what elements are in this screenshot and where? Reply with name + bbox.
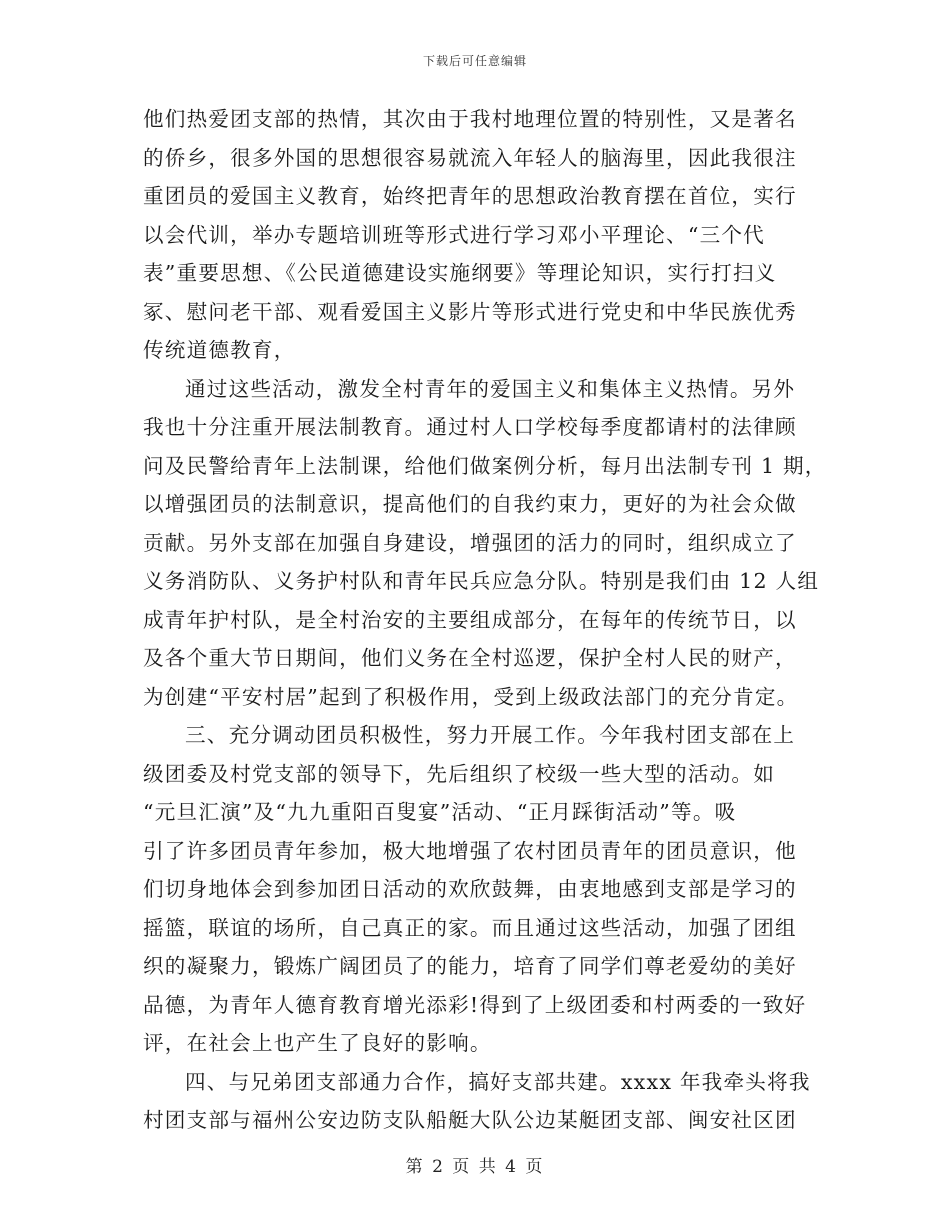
paragraph-start-line: 四、与兄弟团支部通力合作，搞好支部共建。xxxx 年我牵头将我 (185, 1069, 811, 1094)
text-line: 们切身地体会到参加团日活动的欢欣鼓舞，由衷地感到支部是学习的 (143, 877, 797, 901)
text-line: 及各个重大节日期间，他们义务在全村巡逻，保护全村人民的财产， (143, 646, 797, 670)
text-line: “元旦汇演”及“九九重阳百叟宴”活动、“正月踩街活动”等。吸 (143, 800, 737, 824)
text-line: 品德，为青年人德育教育增光添彩!得到了上级团委和村两委的一致好 (143, 992, 807, 1017)
text-line: 他们热爱团支部的热情，其次由于我村地理位置的特别性，又是著名 (143, 107, 797, 131)
text-line: 成青年护村队，是全村治安的主要组成部分，在每年的传统节日，以 (143, 607, 797, 632)
text-line: 村团支部与福州公安边防支队船艇大队公边某艇团支部、闽安社区团 (143, 1108, 797, 1132)
text-line: 级团委及村党支部的领导下，先后组织了校级一些大型的活动。如 (143, 761, 776, 786)
text-line: 引了许多团员青年参加，极大地增强了农村团员青年的团员意识，他 (143, 838, 797, 863)
text-line: 织的凝聚力，锻炼广阔团员了的能力，培育了同学们尊老爱幼的美好 (143, 954, 797, 978)
paragraph-start-line: 通过这些活动，激发全村青年的爱国主义和集体主义热情。另外 (185, 376, 796, 401)
text-line: 义务消防队、义务护村队和青年民兵应急分队。特别是我们由 12 人组 (143, 569, 820, 593)
text-line: 我也十分注重开展法制教育。通过村人口学校每季度都请村的法律顾 (143, 415, 797, 439)
text-line: 问及民警给青年上法制课，给他们做案例分析，每月出法制专刊 1 期， (143, 453, 827, 478)
text-line: 的侨乡，很多外国的思想很容易就流入年轻人的脑海里，因此我很注 (143, 145, 797, 170)
text-line: 为创建“平安村居”起到了积极作用，受到上级政法部门的充分肯定。 (143, 684, 799, 709)
body-text (143, 100, 827, 1140)
text-line: 评，在社会上也产生了良好的影响。 (143, 1031, 492, 1055)
text-line: 以增强团员的法制意识，提高他们的自我约束力，更好的为社会众做 (143, 492, 797, 516)
text-line: 以会代训，举办专题培训班等形式进行学习邓小平理论、“三个代 (143, 222, 765, 247)
header-note: 下载后可任意编辑 (422, 54, 527, 68)
paragraph-start-line: 三、充分调动团员积极性，努力开展工作。今年我村团支部在上 (185, 723, 796, 747)
text-line: 重团员的爱国主义教育，始终把青年的思想政治教育摆在首位，实行 (143, 184, 797, 208)
text-line: 冢、慰问老干部、观看爱国主义影片等形式进行党史和中华民族优秀 (143, 299, 797, 324)
text-line: 贡献。另外支部在加强自身建设，增强团的活力的同时，组织成立了 (143, 530, 797, 555)
text-line: 表”重要思想、《公民道德建设实施纲要》等理论知识，实行打扫义 (143, 261, 777, 285)
page-number-footer: 第 2 页 共 4 页 (405, 1157, 545, 1177)
text-line: 摇篮，联谊的场所，自己真正的家。而且通过这些活动，加强了团组 (143, 915, 797, 940)
text-line: 传统道德教育， (143, 338, 296, 362)
